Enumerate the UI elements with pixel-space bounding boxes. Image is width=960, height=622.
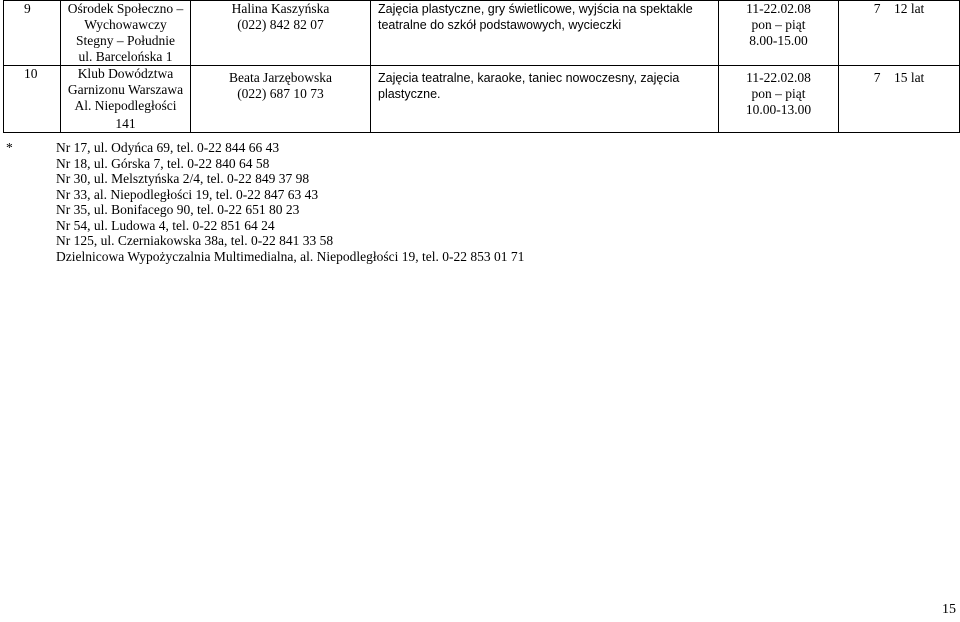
contact-person: Beata Jarzębowska (022) 687 10 73 bbox=[191, 66, 371, 133]
list-item: Nr 17, ul. Odyńca 69, tel. 0-22 844 66 43 bbox=[56, 140, 280, 155]
activities-table bbox=[3, 0, 960, 133]
table-row bbox=[4, 1, 960, 66]
institution-name: Ośrodek Społeczno – Wychowawczy Stegny – Południe ul. Barcelońska 1 bbox=[61, 1, 191, 66]
table-row bbox=[4, 66, 960, 133]
list-item: Nr 54, ul. Ludowa 4, tel. 0-22 851 64 24 bbox=[56, 217, 275, 233]
age-range: 7 12 lat bbox=[839, 1, 960, 66]
schedule: 11-22.02.08 pon – piąt 10.00-13.00 bbox=[719, 66, 839, 133]
list-item: Dzielnicowa Wypożyczalnia Multimedialna, al. Niepodległości 19, tel. 0-22 853 01 71 bbox=[56, 248, 525, 264]
age-range: 7 15 lat bbox=[839, 66, 960, 133]
row-number: 9 bbox=[4, 1, 61, 66]
activities-description: Zajęcia teatralne, karaoke, taniec nowoczesny, zajęcia plastyczne. bbox=[371, 66, 719, 133]
list-item: Nr 33, al. Niepodległości 19, tel. 0-22 847 63 43 bbox=[56, 186, 319, 202]
row-number: 10 bbox=[4, 66, 61, 133]
list-item: Nr 30, ul. Melsztyńska 2/4, tel. 0-22 849 37 98 bbox=[56, 171, 310, 186]
footnote-marker: * bbox=[6, 140, 13, 155]
list-item: Nr 18, ul. Górska 7, tel. 0-22 840 64 58 bbox=[56, 155, 270, 171]
footnote-list bbox=[6, 140, 524, 264]
activities-description: Zajęcia plastyczne, gry świetlicowe, wyjścia na spektakle teatralne do szkół podstawowych, wycieczki bbox=[371, 1, 719, 66]
list-item: Nr 125, ul. Czerniakowska 38a, tel. 0-22 841 33 58 bbox=[56, 233, 334, 248]
list-item: Nr 35, ul. Bonifacego 90, tel. 0-22 651 80 23 bbox=[56, 202, 300, 217]
page-number: 15 bbox=[942, 602, 956, 617]
schedule: 11-22.02.08 pon – piąt 8.00-15.00 bbox=[719, 1, 839, 66]
institution-name: Klub Dowództwa Garnizonu Warszawa Al. Niepodległości 141 bbox=[61, 66, 191, 133]
contact-person: Halina Kaszyńska (022) 842 82 07 bbox=[191, 1, 371, 66]
